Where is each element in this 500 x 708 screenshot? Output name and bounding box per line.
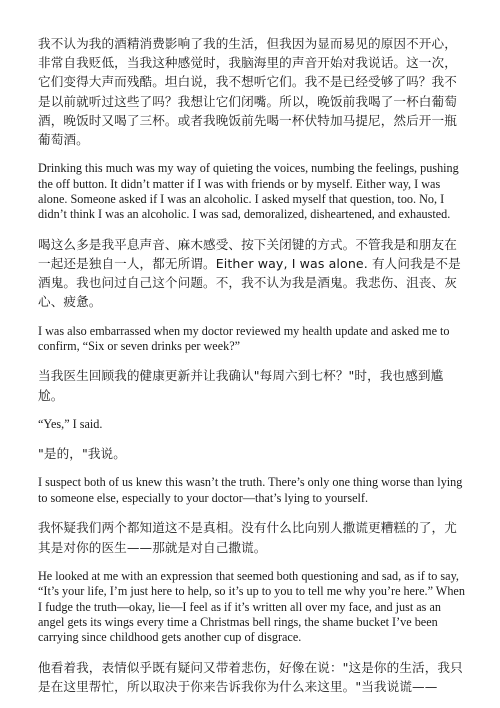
paragraph-zh-4: "是的，"我说。: [38, 446, 126, 462]
paragraph-en-2: I was also embarrassed when my doctor reviewed my health update and asked me to confirm, “Six or seven drinks per week?”: [38, 323, 450, 354]
paragraph-en-5: He looked at me with an expression that seemed both questioning and sad, as if to say, “It’s your life, I’m just here to help, so it’s up to you to tell me why you’re here.” When I fudge the truth—okay, lie—I feel as if it’s written all over my face, and just as an angel gets its wings every time a Christmas bell rings, the shame bucket I’ve been carrying since childhood gets another cup of disgrace.: [38, 568, 465, 645]
paragraph-zh-1: 我不认为我的酒精消费影响了我的生活，但我因为显而易见的原因不开心，非常自我贬低，当我这种感觉时，我脑海里的声音开始对我说话。这一次，它们变得大声而残酷。坦白说，我不想听它们。我不是已经受够了吗？我不是以前就听过这些了吗？我想让它们闭嘴。所以，晚饭前我喝了一杯白葡萄酒，晚饭时又喝了三杯。或者我晚饭前先喝一杯伏特加马提尼，然后开一瓶葡萄酒。: [38, 36, 457, 148]
paragraph-zh-6: 他看着我，表情似乎既有疑问又带着悲伤，好像在说："这是你的生活，我只是在这里帮忙，所以取决于你来告诉我你为什么来这里。"当我说谎——: [38, 659, 463, 694]
paragraph-zh-5: 我怀疑我们两个都知道这不是真相。没有什么比向别人撒谎更糟糕的了，尤其是对你的医生——那就是对自己撒谎。: [38, 520, 457, 555]
document-page: [38, 34, 466, 708]
paragraph-zh-3: 当我医生回顾我的健康更新并让我确认"每周六到七杯？"时，我也感到尴尬。: [38, 368, 444, 403]
paragraph-zh-2: 喝这么多是我平息声音、麻木感受、按下关闭键的方式。不管我是和朋友在一起还是独自一人，都无所谓。Either way, I was alone. 有人问我是不是酒鬼。我也问过自己这个问题。不，我不认为我是酒鬼。我悲伤、沮丧、灰心、疲惫。: [38, 236, 461, 310]
paragraph-en-1: Drinking this much was my way of quieting the voices, numbing the feelings, pushing the off button. It didn’t matter if I was with friends or by myself. Either way, I was alone. Someone asked if I was an alcoholic. I asked myself that question, too. No, I didn’t think I was an alcoholic. I was sad, demoralized, disheartened, and exhausted.: [38, 161, 459, 222]
paragraph-en-4: I suspect both of us knew this wasn’t the truth. There’s only one thing worse than lying to someone else, especially to your doctor—that’s lying to yourself.: [38, 475, 463, 505]
paragraph-en-3: “Yes,” I said.: [38, 416, 103, 431]
